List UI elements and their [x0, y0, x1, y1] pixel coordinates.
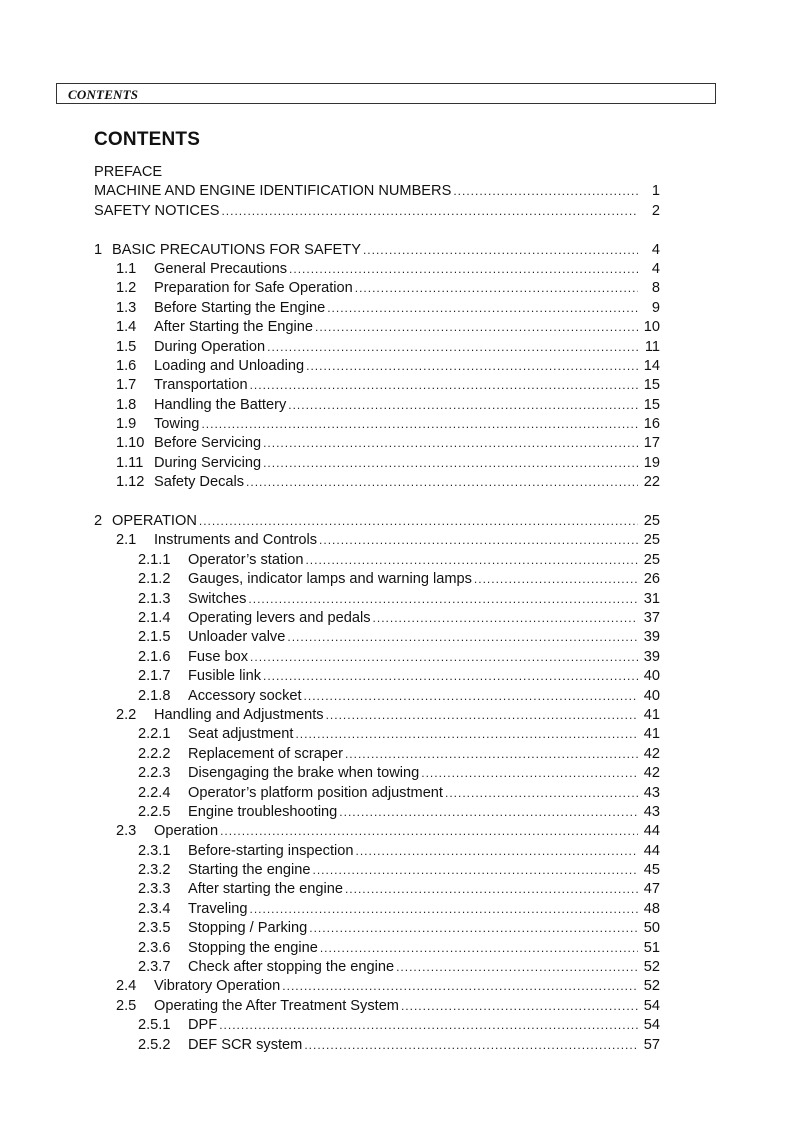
toc-entry-number: 2.5 — [116, 997, 137, 1014]
toc-entry-page: 52 — [643, 978, 660, 995]
leader-dots — [315, 318, 638, 337]
toc-entry-label: Transportation — [154, 377, 248, 394]
toc-entry-page: 2 — [651, 202, 660, 219]
toc-entry[interactable] — [94, 997, 660, 1016]
toc-entry-page: 50 — [643, 920, 660, 937]
leader-dots — [220, 822, 638, 841]
toc-entry-page: 57 — [643, 1036, 660, 1053]
toc-entry[interactable] — [94, 1016, 660, 1035]
toc-entry-page: 52 — [643, 959, 660, 976]
toc-chapter-page: 4 — [651, 241, 660, 258]
toc-entry-number: 1.4 — [116, 319, 137, 336]
toc-entry-page: 25 — [643, 551, 660, 568]
toc-entry[interactable] — [94, 473, 660, 492]
toc-entry-number: 2.3.3 — [138, 881, 171, 898]
toc-entry-page: 43 — [643, 803, 660, 820]
toc-entry[interactable] — [94, 338, 660, 357]
leader-dots — [345, 745, 638, 764]
table-of-contents — [94, 163, 660, 1055]
toc-entry-label: DEF SCR system — [188, 1036, 303, 1053]
toc-entry-number: 2.1.8 — [138, 687, 171, 704]
leader-dots — [304, 1036, 638, 1055]
leader-dots — [221, 202, 638, 221]
toc-entry-label: During Servicing — [154, 454, 262, 471]
toc-preface[interactable] — [94, 163, 660, 182]
toc-entry[interactable] — [94, 570, 660, 589]
toc-entry[interactable] — [94, 454, 660, 473]
leader-dots — [289, 260, 638, 279]
leader-dots — [363, 241, 638, 260]
toc-entry[interactable] — [94, 609, 660, 628]
leader-dots — [445, 784, 638, 803]
toc-entry-page: 45 — [643, 862, 660, 879]
toc-entry[interactable] — [94, 764, 660, 783]
spacer — [94, 493, 660, 512]
toc-entry[interactable] — [94, 434, 660, 453]
toc-entry[interactable] — [94, 396, 660, 415]
toc-entry-page: 42 — [643, 765, 660, 782]
spacer — [94, 221, 660, 240]
toc-entry-label: Starting the engine — [188, 862, 311, 879]
leader-dots — [248, 590, 638, 609]
toc-entry[interactable] — [94, 590, 660, 609]
toc-entry-number: 1.2 — [116, 280, 137, 297]
toc-entry-page: 16 — [643, 416, 660, 433]
toc-entry-page: 10 — [643, 319, 660, 336]
leader-dots — [263, 454, 638, 473]
toc-entry-number: 2.3.1 — [138, 842, 171, 859]
toc-entry[interactable] — [94, 687, 660, 706]
toc-entry-number: 2.2.1 — [138, 726, 171, 743]
toc-entry-page: 26 — [643, 571, 660, 588]
toc-entry[interactable] — [94, 357, 660, 376]
toc-entry[interactable] — [94, 376, 660, 395]
leader-dots — [345, 880, 638, 899]
toc-entry[interactable] — [94, 415, 660, 434]
leader-dots — [282, 977, 638, 996]
toc-entry-label: DPF — [188, 1017, 218, 1034]
leader-dots — [287, 628, 638, 647]
toc-entry-label: During Operation — [154, 338, 266, 355]
toc-entry[interactable] — [94, 628, 660, 647]
leader-dots — [263, 667, 638, 686]
toc-entry[interactable] — [94, 784, 660, 803]
toc-entry-safety-notices[interactable] — [94, 202, 660, 221]
leader-dots — [295, 725, 638, 744]
leader-dots — [306, 357, 638, 376]
toc-entry[interactable] — [94, 551, 660, 570]
toc-entry-number: 2.5.2 — [138, 1036, 171, 1053]
toc-chapter-number: 1 — [94, 241, 103, 258]
toc-entry-number: 1.6 — [116, 357, 137, 374]
toc-entry-page: 22 — [643, 474, 660, 491]
leader-dots — [249, 900, 638, 919]
toc-entry-number: 1.11 — [116, 454, 144, 471]
toc-entry-label: Before Starting the Engine — [154, 299, 326, 316]
toc-entry[interactable] — [94, 822, 660, 841]
toc-entry-label: Gauges, indicator lamps and warning lamps — [188, 571, 472, 588]
toc-chapter-page: 25 — [643, 513, 660, 530]
toc-entry-label: Disengaging the brake when towing — [188, 765, 420, 782]
toc-entry[interactable] — [94, 1036, 660, 1055]
running-header-label: CONTENTS — [68, 87, 139, 102]
leader-dots — [250, 648, 638, 667]
toc-entry-label: Seat adjustment — [188, 726, 294, 743]
toc-entry-label: Stopping the engine — [188, 939, 318, 956]
toc-entry[interactable] — [94, 318, 660, 337]
toc-entry-number: 1.8 — [116, 396, 137, 413]
toc-entry-label: Traveling — [188, 900, 248, 917]
toc-chapter-1[interactable] — [94, 241, 660, 260]
toc-entry-label: Before-starting inspection — [188, 842, 354, 859]
toc-entry[interactable] — [94, 900, 660, 919]
leader-dots — [267, 338, 638, 357]
toc-entry-label: Switches — [188, 590, 247, 607]
toc-entry-label: Stopping / Parking — [188, 920, 308, 937]
toc-entry-number: 2.2.2 — [138, 745, 171, 762]
toc-entry-label: Operating the After Treatment System — [154, 997, 399, 1014]
leader-dots — [421, 764, 638, 783]
leader-dots — [313, 861, 638, 880]
toc-entry-label: Towing — [154, 416, 200, 433]
toc-entry-page: 41 — [643, 706, 660, 723]
toc-entry-label: Unloader valve — [188, 629, 286, 646]
toc-entry-number: 2.1 — [116, 532, 137, 549]
toc-entry-page: 39 — [643, 629, 660, 646]
toc-entry-number: 1.3 — [116, 299, 137, 316]
toc-entry-number: 2.1.1 — [138, 551, 171, 568]
leader-dots — [246, 473, 638, 492]
toc-entry-label: After Starting the Engine — [154, 319, 314, 336]
toc-entry-label: After starting the engine — [188, 881, 343, 898]
leader-dots — [263, 434, 638, 453]
toc-entry-label: Handling the Battery — [154, 396, 287, 413]
leader-dots — [355, 842, 638, 861]
toc-entry-label: Safety Decals — [154, 474, 245, 491]
leader-dots — [199, 512, 638, 531]
toc-chapter-2[interactable] — [94, 512, 660, 531]
toc-entry-number: 2.3 — [116, 823, 137, 840]
toc-entry[interactable] — [94, 958, 660, 977]
toc-entry-page: 1 — [651, 183, 660, 200]
toc-entry-label: Handling and Adjustments — [154, 706, 324, 723]
leader-dots — [327, 299, 638, 318]
toc-entry-number: 2.3.2 — [138, 862, 171, 879]
toc-entry-label: SAFETY NOTICES — [94, 202, 220, 219]
toc-entry-number: 2.1.2 — [138, 571, 171, 588]
toc-entry-number: 2.3.4 — [138, 900, 171, 917]
leader-dots — [474, 570, 638, 589]
toc-entry-label: Accessory socket — [188, 687, 302, 704]
toc-entry-label: Preparation for Safe Operation — [154, 280, 353, 297]
leader-dots — [309, 919, 638, 938]
page-title: CONTENTS — [94, 129, 201, 150]
toc-entry-number: 1.10 — [116, 435, 145, 452]
toc-entry[interactable] — [94, 803, 660, 822]
toc-entry[interactable] — [94, 880, 660, 899]
toc-entry-number: 2.2.5 — [138, 803, 171, 820]
leader-dots — [355, 279, 638, 298]
toc-entry-page: 40 — [643, 687, 660, 704]
leader-dots — [320, 939, 638, 958]
toc-chapter-label: BASIC PRECAUTIONS FOR SAFETY — [112, 241, 361, 258]
leader-dots — [304, 687, 638, 706]
leader-dots — [339, 803, 638, 822]
toc-entry[interactable] — [94, 299, 660, 318]
toc-entry-label: Engine troubleshooting — [188, 803, 338, 820]
toc-entry[interactable] — [94, 667, 660, 686]
toc-entry-label: Operating levers and pedals — [188, 609, 371, 626]
leader-dots — [326, 706, 638, 725]
toc-entry-number: 2.2.3 — [138, 765, 171, 782]
toc-entry[interactable] — [94, 977, 660, 996]
toc-entry-label: Operation — [154, 823, 219, 840]
toc-entry-number: 1.1 — [116, 260, 137, 277]
toc-chapter-2-entries — [94, 531, 660, 1055]
toc-chapter-label: OPERATION — [112, 513, 197, 530]
toc-entry-page: 41 — [643, 726, 660, 743]
toc-entry-page: 47 — [643, 881, 660, 898]
toc-entry-number: 2.2 — [116, 706, 137, 723]
toc-entry[interactable] — [94, 260, 660, 279]
toc-entry-page: 37 — [643, 609, 660, 626]
toc-entry-page: 54 — [643, 1017, 660, 1034]
toc-entry-page: 9 — [651, 299, 660, 316]
toc-entry-number: 2.3.6 — [138, 939, 171, 956]
toc-entry-page: 4 — [651, 260, 660, 277]
toc-entry-number: 2.5.1 — [138, 1017, 171, 1034]
leader-dots — [288, 396, 638, 415]
toc-entry[interactable] — [94, 706, 660, 725]
toc-entry-number: 2.1.3 — [138, 590, 171, 607]
toc-entry-page: 14 — [643, 357, 660, 374]
toc-entry-label: Instruments and Controls — [154, 532, 318, 549]
toc-entry[interactable] — [94, 842, 660, 861]
toc-chapter-1-sections — [94, 260, 660, 493]
toc-entry-page: 15 — [643, 396, 660, 413]
toc-entry-number: 2.1.5 — [138, 629, 171, 646]
toc-entry-label: Fusible link — [188, 668, 261, 685]
toc-entry-number: 1.12 — [116, 474, 145, 491]
toc-chapter-number: 2 — [94, 513, 103, 530]
toc-entry-page: 39 — [643, 648, 660, 665]
toc-entry-label: Operator’s platform position adjustment — [188, 784, 443, 801]
toc-entry-number: 1.5 — [116, 338, 137, 355]
leader-dots — [396, 958, 638, 977]
toc-entry[interactable] — [94, 725, 660, 744]
toc-entry[interactable] — [94, 919, 660, 938]
toc-entry-label: Loading and Unloading — [154, 357, 305, 374]
toc-entry-label: Operator’s station — [188, 551, 304, 568]
toc-entry-page: 54 — [643, 997, 660, 1014]
leader-dots — [201, 415, 638, 434]
leader-dots — [453, 182, 638, 201]
toc-entry-identification-numbers[interactable] — [94, 182, 660, 201]
toc-entry-number: 2.3.7 — [138, 959, 171, 976]
toc-entry[interactable] — [94, 648, 660, 667]
toc-entry[interactable] — [94, 531, 660, 550]
toc-entry-page: 11 — [644, 338, 660, 355]
toc-entry[interactable] — [94, 861, 660, 880]
toc-entry-page: 17 — [643, 435, 660, 452]
toc-entry-number: 1.7 — [116, 377, 137, 394]
leader-dots — [373, 609, 638, 628]
running-header — [56, 83, 716, 104]
toc-entry-page: 43 — [643, 784, 660, 801]
leader-dots — [250, 376, 638, 395]
toc-entry-page: 42 — [643, 745, 660, 762]
toc-entry-number: 2.3.5 — [138, 920, 171, 937]
toc-entry-number: 2.1.4 — [138, 609, 171, 626]
toc-preface-label: PREFACE — [94, 164, 163, 180]
toc-entry[interactable] — [94, 939, 660, 958]
toc-entry-page: 25 — [643, 532, 660, 549]
toc-entry-label: Check after stopping the engine — [188, 959, 395, 976]
toc-entry-page: 51 — [643, 939, 660, 956]
toc-entry-page: 15 — [643, 377, 660, 394]
toc-entry-page: 44 — [643, 842, 660, 859]
toc-entry[interactable] — [94, 279, 660, 298]
toc-entry-label: MACHINE AND ENGINE IDENTIFICATION NUMBERS — [94, 183, 452, 200]
toc-entry-number: 1.9 — [116, 416, 137, 433]
toc-entry-page: 19 — [643, 454, 660, 471]
toc-entry-page: 40 — [643, 668, 660, 685]
toc-entry-number: 2.1.7 — [138, 668, 171, 685]
toc-entry-label: Vibratory Operation — [154, 978, 281, 995]
toc-entry-label: Fuse box — [188, 648, 249, 665]
toc-entry-number: 2.1.6 — [138, 648, 171, 665]
toc-entry[interactable] — [94, 745, 660, 764]
toc-entry-page: 8 — [651, 280, 660, 297]
toc-entry-page: 31 — [643, 590, 660, 607]
toc-entry-label: Replacement of scraper — [188, 745, 343, 762]
toc-entry-number: 2.2.4 — [138, 784, 171, 801]
toc-entry-number: 2.4 — [116, 978, 137, 995]
toc-entry-label: Before Servicing — [154, 435, 262, 452]
toc-entry-label: General Precautions — [154, 260, 288, 277]
leader-dots — [305, 551, 638, 570]
leader-dots — [319, 531, 638, 550]
toc-entry-page: 48 — [643, 900, 660, 917]
leader-dots — [401, 997, 638, 1016]
toc-entry-page: 44 — [643, 823, 660, 840]
leader-dots — [219, 1016, 638, 1035]
